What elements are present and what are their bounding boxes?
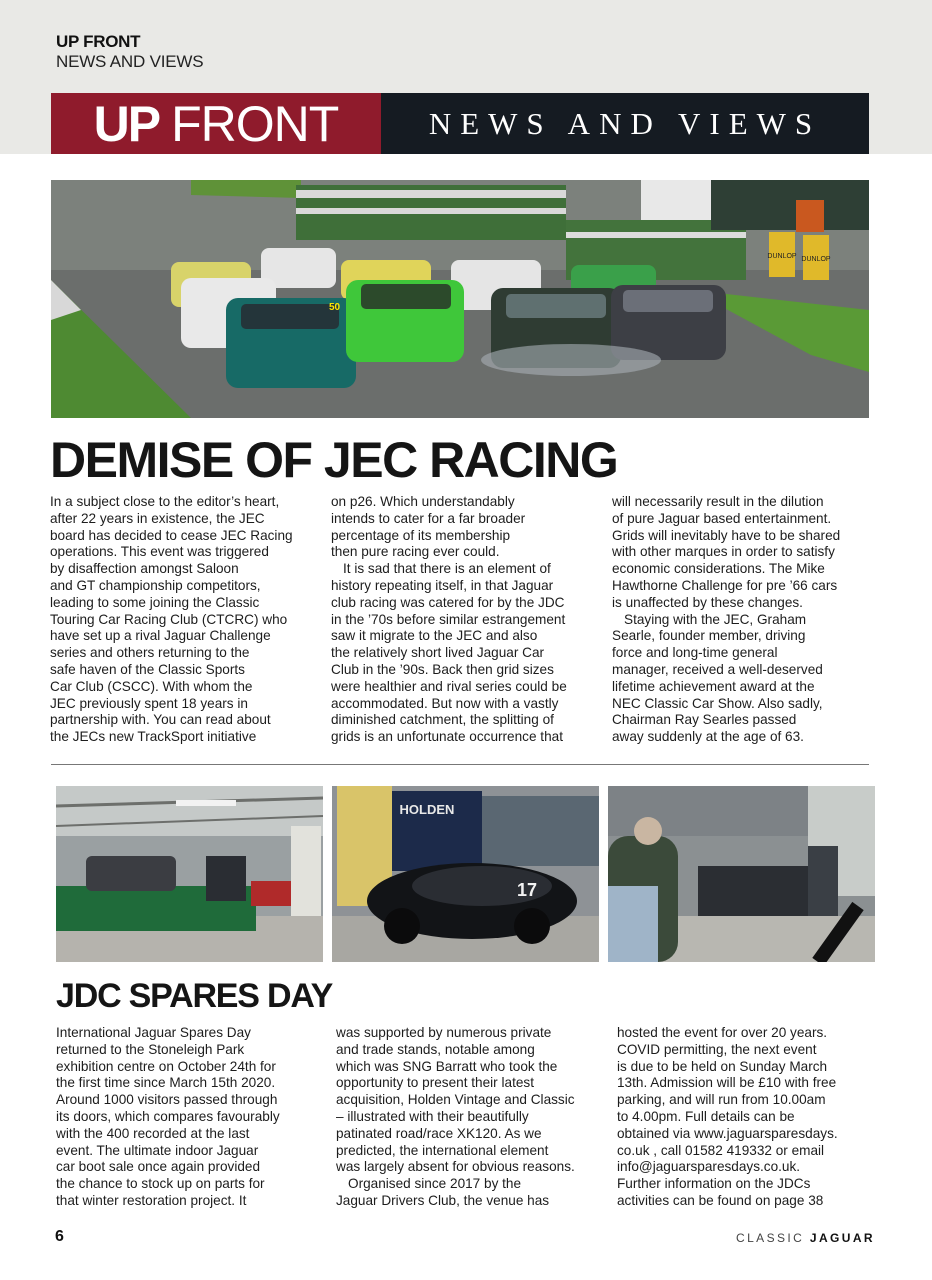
kicker-bold: UP FRONT [56, 32, 141, 51]
story2-col2-para2: Organised since 2017 by the Jaguar Drivers Club, the venue has [336, 1176, 550, 1208]
page-number: 6 [55, 1228, 64, 1245]
xk120-holden-photo [332, 786, 599, 962]
story1-col1-text: In a subject close to the editor’s heart, after 22 years in existence, the JEC board has decided to cease JEC Racing operations. This event was triggered by disaffection amongst Saloon and GT championship competitors, leading to some joining the Classic Touring Car Racing Club (CTCRC) who have set up a rival Jaguar Challenge series and others returning to the safe haven of the Classic Sports Car Club (CSCC). With whom the JEC previously spent 18 years in partnership with. You can read about the JECs new TrackSport initiative [50, 494, 293, 745]
story2-col2-para1: was supported by numerous private and trade stands, notable among which was SNG Barratt who took the opportunity to present their latest acquisition, Holden Vintage and Classic – illustrated with their beautifully patinated road/race XK120. As we predicted, the international element was largely absent for obvious reasons. [336, 1025, 575, 1175]
kicker-regular: NEWS AND VIEWS [56, 52, 204, 71]
spares-stalls-photo [608, 786, 875, 962]
story1-col2-para1: on p26. Which understandably intends to cater for a far broader percentage of its membership then pure racing ever could. [331, 494, 526, 560]
story1-column-1 [50, 494, 320, 746]
holden-sign: HOLDEN [399, 802, 455, 817]
banner-dark-panel [381, 93, 869, 154]
section-banner [51, 93, 869, 154]
banner-red-panel [51, 93, 381, 154]
story2-column-3 [617, 1025, 877, 1210]
spares-hall-photo [56, 786, 323, 962]
story2-col1-text: International Jaguar Spares Day returned to the Stoneleigh Park exhibition centre on October 24th for the first time since March 15th 2020. Around 1000 visitors passed through its doors, which compares favourably with the 400 recorded at the last event. The ultimate indoor Jaguar car boot sale once again provided the chance to stock up on parts for that winter restoration project. It [56, 1025, 280, 1208]
magazine-name-bold: JAGUAR [809, 1231, 875, 1245]
banner-front: FRONT [171, 95, 339, 152]
story1-column-2 [331, 494, 601, 746]
story2-column-1 [56, 1025, 326, 1210]
section-divider [51, 764, 869, 765]
story1-col3-para2: Staying with the JEC, Graham Searle, founder member, driving force and long-time general manager, received a well-deserved lifetime achievement award at the NEC Classic Car Show. Also sadly, Chairman Ray Searles passed away suddenly at the age of 63. [612, 611, 823, 745]
dunlop-sign-2: DUNLOP [801, 256, 831, 263]
dunlop-sign-1: DUNLOP [767, 253, 797, 260]
magazine-name [736, 1231, 875, 1245]
car-number-50: 50 [329, 302, 341, 313]
banner-news-and-views: NEWS AND VIEWS [428, 105, 822, 141]
story1-column-3 [612, 494, 872, 746]
racing-photo [51, 180, 869, 418]
story1-col3-para1: will necessarily result in the dilution of pure Jaguar based entertainment. Grids will inevitably have to be shared with other marques in order to satisfy economic considerations. The Mike Hawthorne Challenge for pre ’66 cars is unaffected by these changes. [612, 494, 841, 610]
banner-up: UP [93, 95, 160, 152]
magazine-name-light: CLASSIC [736, 1231, 805, 1245]
car-number-17: 17 [517, 880, 538, 900]
section-kicker [56, 33, 203, 70]
headline-jdc-spares-day: JDC SPARES DAY [56, 977, 333, 1015]
story2-col3-text: hosted the event for over 20 years. COVID permitting, the next event is due to be held on Sunday March 13th. Admission will be £10 with free parking, and will run from 10.00am to 4.00pm. Full details can be obtained via www.jaguarsparesdays. co.uk , call 01582 419332 or email info@jaguarsparesdays.co.uk. Further information on the JDCs activities can be found on page 38 [617, 1025, 838, 1208]
headline-demise-of-jec-racing: DEMISE OF JEC RACING [50, 432, 618, 488]
story2-column-2 [336, 1025, 606, 1210]
story1-col2-para2: It is sad that there is an element of history repeating itself, in that Jaguar club racing was catered for by the JDC in the ’70s before similar estrangement saw it migrate to the JEC and also the relatively short lived Jaguar Car Club in the ’90s. Back then grid sizes were healthier and rival series could be accommodated. But now with a vastly diminished catchment, the splitting of grids is an unfortunate occurrence that [331, 561, 567, 745]
